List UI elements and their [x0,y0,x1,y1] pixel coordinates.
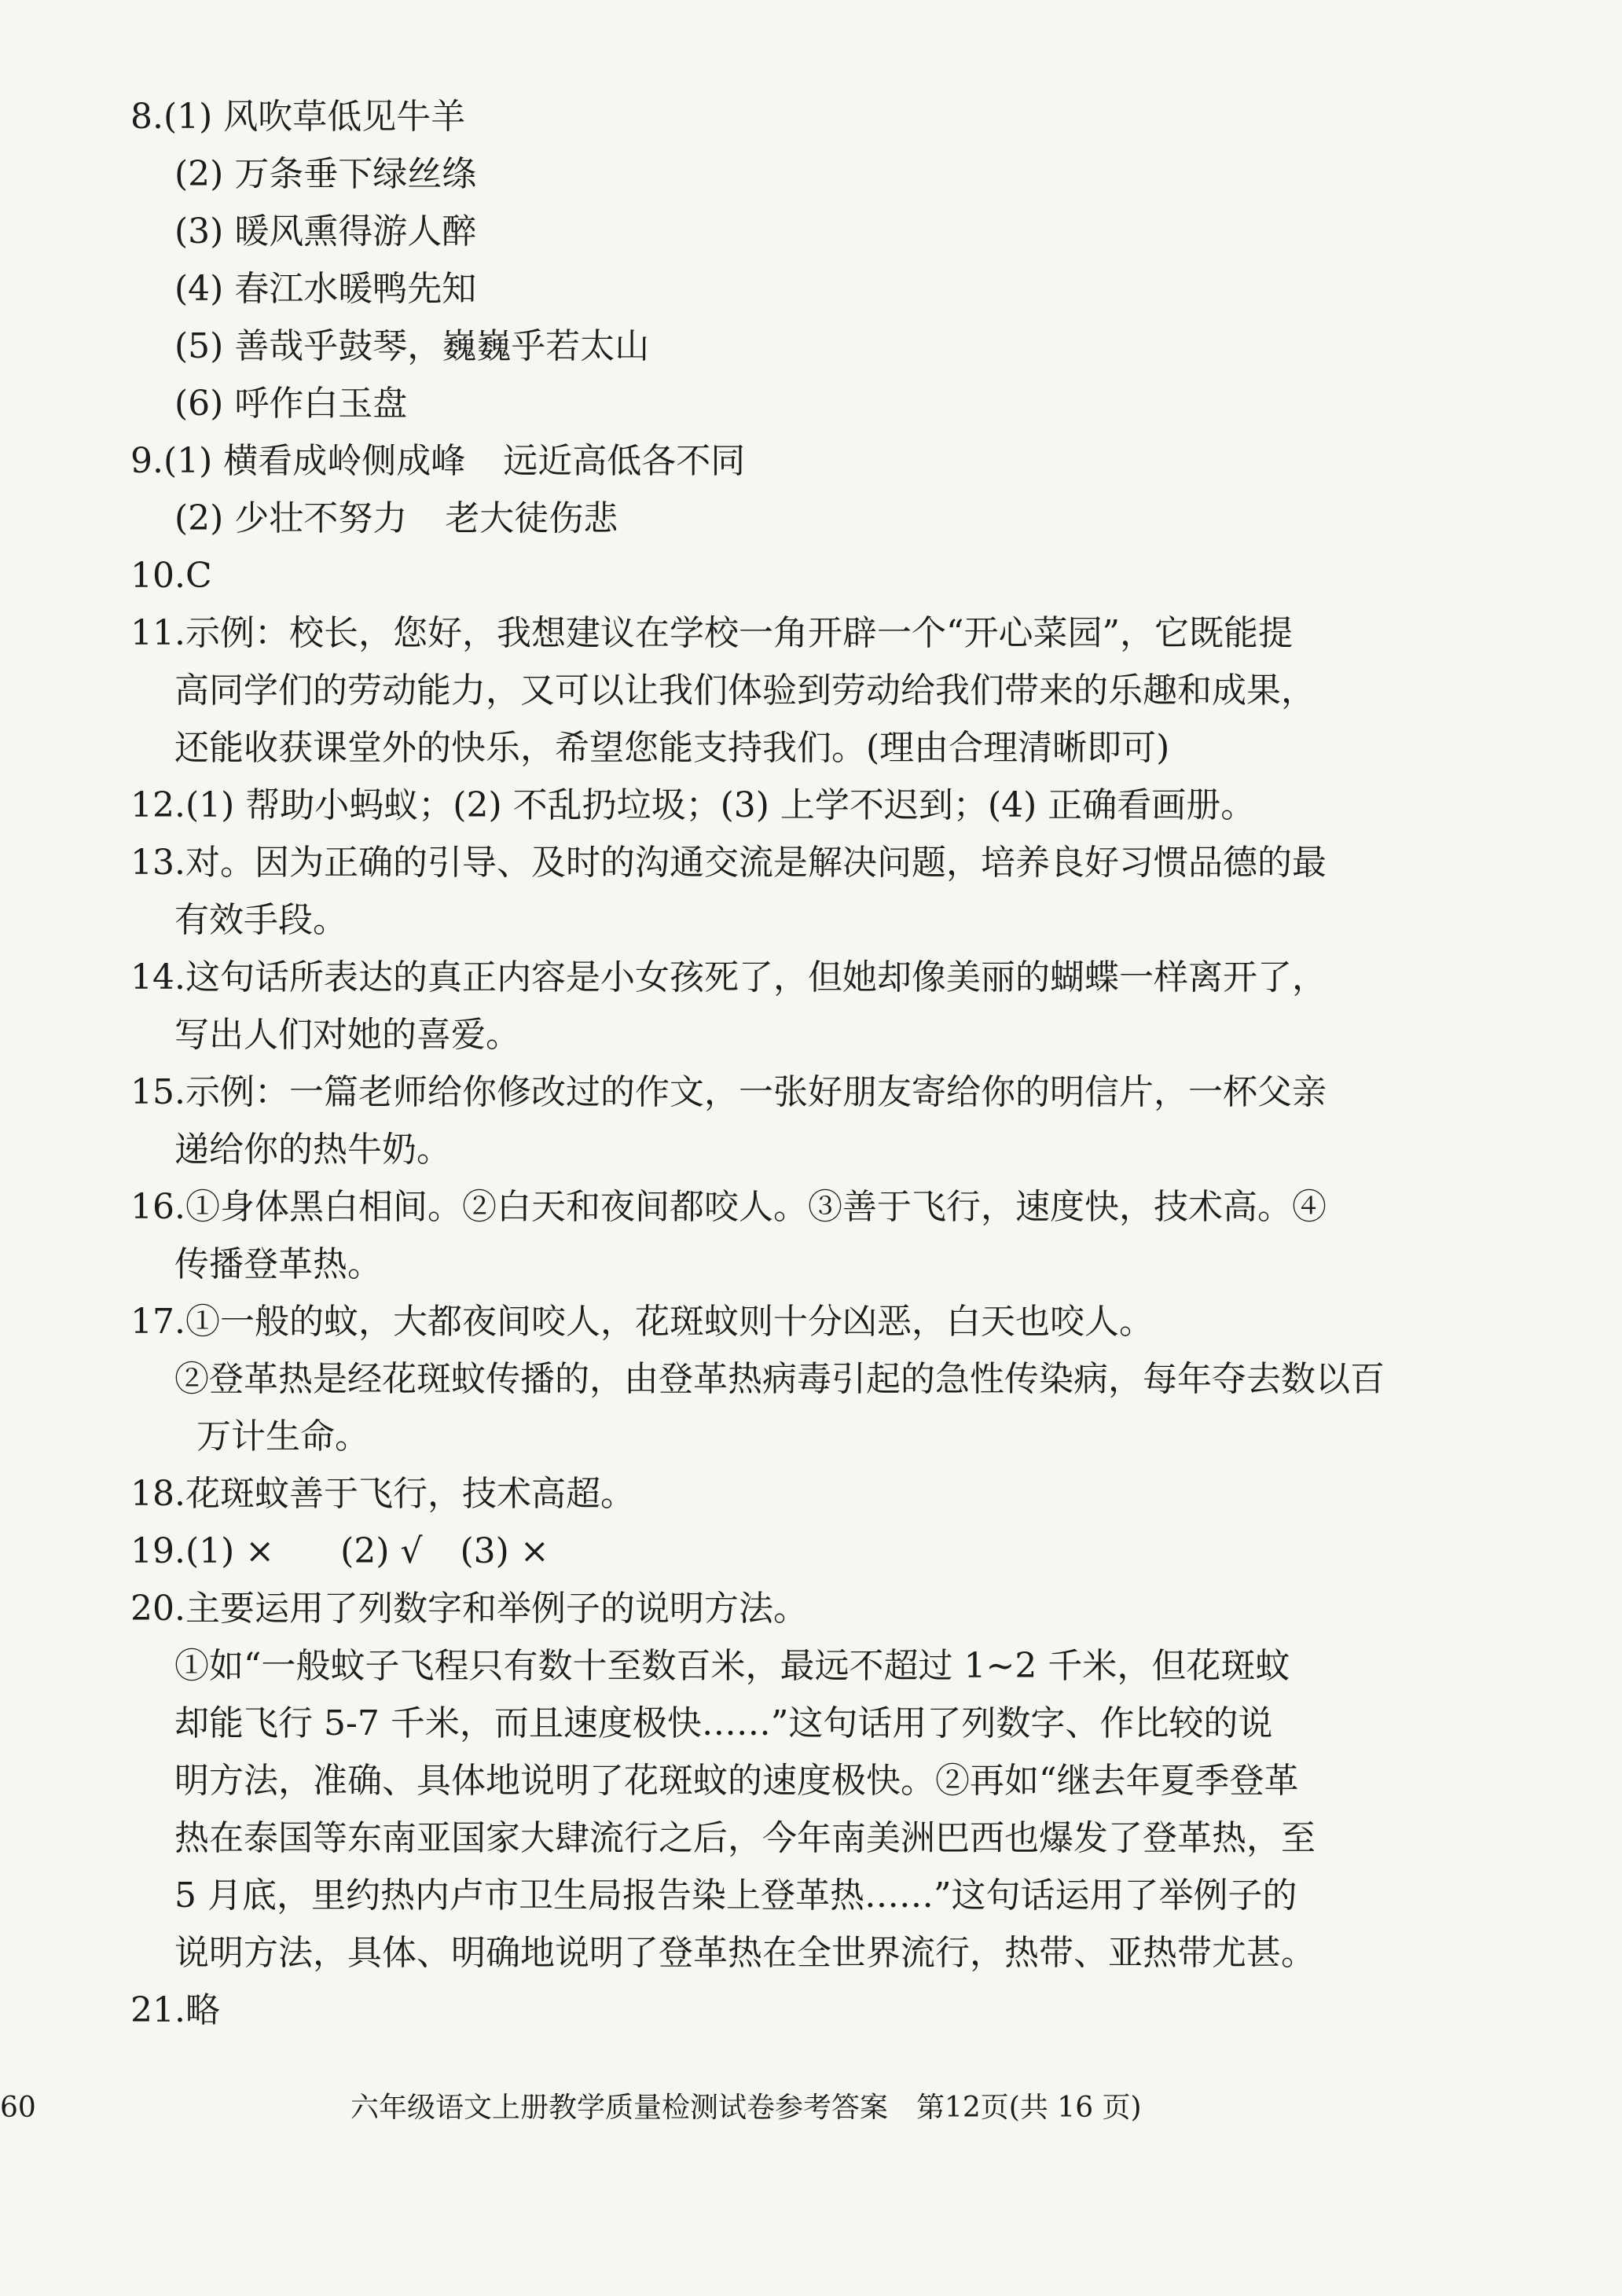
q18-line: 18.花斑蚊善于飞行，技术高超。 [130,1474,635,1514]
q14-line-2: 写出人们对她的喜爱。 [174,1015,520,1055]
footer-title: 六年级语文上册教学质量检测试卷参考答案 第12页(共 16 页) [350,2092,1142,2124]
q8-line-5: (5) 善哉乎鼓琴，巍巍乎若太山 [174,326,650,366]
q13-line-1: 13.对。因为正确的引导、及时的沟通交流是解决问题，培养良好习惯品德的最 [130,843,1327,883]
q19-part-c: (3) × [460,1531,549,1571]
page-number: 60 [0,2092,36,2124]
q9-part-2b: 老大徒伤悲 [445,498,618,538]
q9-part-1b: 远近高低各不同 [503,441,746,481]
answer-list [130,88,1451,2039]
q15-line-1: 15.示例：一篇老师给你修改过的作文，一张好朋友寄给你的明信片，一杯父亲 [130,1072,1327,1112]
q19-line [130,1523,1451,1580]
q20-line-2: ①如“一般蚊子飞程只有数十至数百米，最远不超过 1~2 千米，但花斑蚊 [174,1646,1290,1686]
q8-line-3: (3) 暖风熏得游人醉 [174,211,477,252]
q17-line-1: 17.①一般的蚊，大都夜间咬人，花斑蚊则十分凶恶，白天也咬人。 [130,1302,1154,1342]
q8-line-4: (4) 春江水暖鸭先知 [174,269,477,309]
q9-line-2 [130,490,1451,547]
q9-part-1a: 9.(1) 横看成岭侧成峰 [130,441,466,481]
q16-line-2: 传播登革热。 [174,1244,382,1284]
q13-line-2: 有效手段。 [174,900,347,940]
q16-line-1: 16.①身体黑白相间。②白天和夜间都咬人。③善于飞行，速度快，技术高。④ [130,1187,1327,1227]
q20-line-1: 20.主要运用了列数字和举例子的说明方法。 [130,1589,808,1629]
q8-line-1: 8.(1) 风吹草低见牛羊 [130,97,466,137]
q20-line-5: 热在泰国等东南亚国家大肆流行之后，今年南美洲巴西也爆发了登革热，至 [174,1818,1316,1858]
q20-line-4: 明方法，准确、具体地说明了花斑蚊的速度极快。②再如“继去年夏季登革 [174,1761,1299,1801]
q19-part-a: 19.(1) × [130,1531,275,1571]
q17-line-2: ②登革热是经花斑蚊传播的，由登革热病毒引起的急性传染病，每年夺去数以百 [174,1359,1385,1399]
q8-line-6: (6) 呼作白玉盘 [174,384,408,424]
q11-line-3: 还能收获课堂外的快乐，希望您能支持我们。(理由合理清晰即可) [174,728,1170,768]
q19-part-b: (2) √ [340,1531,423,1571]
q10-line: 10.C [130,556,212,596]
q11-line-2: 高同学们的劳动能力，又可以让我们体验到劳动给我们带来的乐趣和成果， [174,670,1316,711]
q9-line-1 [130,432,1451,490]
q9-part-2a: (2) 少壮不努力 [174,498,408,538]
q14-line-1: 14.这句话所表达的真正内容是小女孩死了，但她却像美丽的蝴蝶一样离开了， [130,957,1327,997]
q8-line-2: (2) 万条垂下绿丝绦 [174,154,477,194]
q20-line-6: 5 月底，里约热内卢市卫生局报告染上登革热……”这句话运用了举例子的 [174,1875,1297,1916]
q21-line: 21.略 [130,1990,220,2030]
q17-line-3: 万计生命。 [196,1416,369,1457]
q20-line-3: 却能飞行 5-7 千米，而且速度极快……”这句话用了列数字、作比较的说 [174,1703,1273,1743]
q15-line-2: 递给你的热牛奶。 [174,1130,451,1170]
q11-line-1: 11.示例：校长，您好，我想建议在学校一角开辟一个“开心菜园”，它既能提 [130,613,1293,653]
q12-line: 12.(1) 帮助小蚂蚁；(2) 不乱扔垃圾；(3) 上学不迟到；(4) 正确看画册。 [130,785,1256,825]
q20-line-7: 说明方法，具体、明确地说明了登革热在全世界流行，热带、亚热带尤甚。 [174,1933,1316,1973]
